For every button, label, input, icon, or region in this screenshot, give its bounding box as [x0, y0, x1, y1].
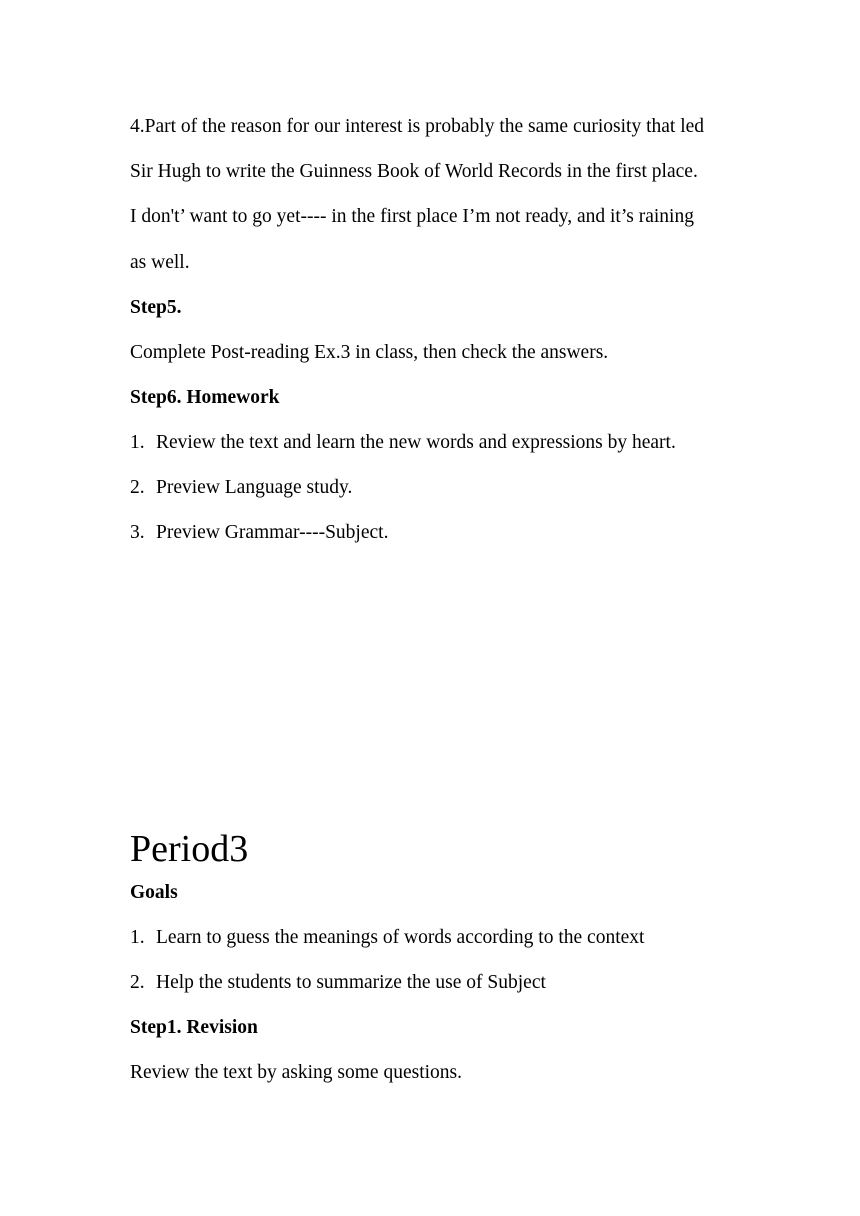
list-item-text: Learn to guess the meanings of words according to the context — [156, 927, 645, 948]
goal-list-item — [130, 926, 644, 950]
list-item-text: Preview Language study. — [156, 477, 353, 498]
step5-heading: Step5. — [130, 297, 182, 318]
homework-list-item — [130, 431, 676, 455]
example-sentence-line: 4.Part of the reason for our interest is probably the same curiosity that led — [130, 116, 705, 137]
homework-list-item — [130, 521, 388, 545]
list-item-text: Preview Grammar----Subject. — [156, 522, 389, 543]
homework-list-item — [130, 476, 352, 500]
list-number: 1. — [130, 927, 145, 948]
list-item-text: Review the text and learn the new words and expressions by heart. — [156, 432, 676, 453]
goal-list-item — [130, 971, 546, 995]
step5-text: Complete Post-reading Ex.3 in class, then check the answers. — [130, 342, 609, 363]
list-number: 2. — [130, 477, 145, 498]
example-sentence-line: as well. — [130, 252, 190, 273]
example-sentence-line: Sir Hugh to write the Guinness Book of World Records in the first place. — [130, 161, 698, 182]
step1-heading: Step1. Revision — [130, 1017, 258, 1038]
example-sentence-line: I don't’ want to go yet---- in the first place I’m not ready, and it’s raining — [130, 206, 694, 227]
step1-text: Review the text by asking some questions. — [130, 1062, 462, 1083]
list-number: 3. — [130, 522, 145, 543]
goals-heading: Goals — [130, 882, 178, 903]
list-number: 1. — [130, 432, 145, 453]
list-number: 2. — [130, 972, 145, 993]
step6-heading: Step6. Homework — [130, 387, 280, 408]
list-item-text: Help the students to summarize the use of Subject — [156, 972, 546, 993]
period-title: Period3 — [130, 828, 249, 870]
